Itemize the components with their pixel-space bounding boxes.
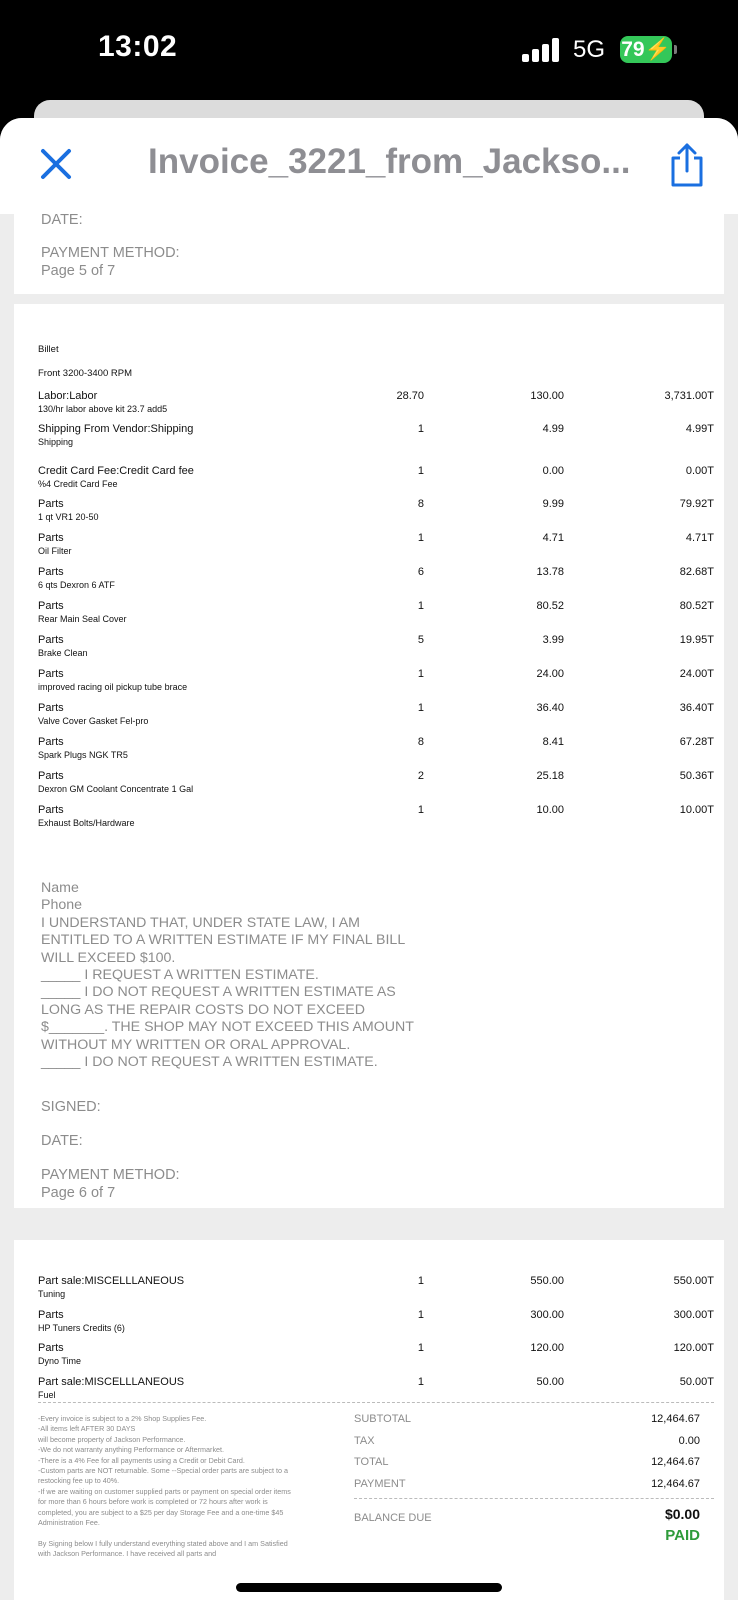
table-row	[38, 498, 714, 528]
date-label: DATE:	[41, 1133, 83, 1149]
item-detail: 1 qt VR1 20-50	[38, 512, 99, 522]
terms-line: By Signing below I fully understand everything stated above and I am Satisfied	[38, 1538, 288, 1548]
table-row	[38, 532, 714, 562]
table-row	[38, 634, 714, 664]
page-number: Page 6 of 7	[41, 1185, 116, 1201]
item-detail: 130/hr labor above kit 23.7 add5	[38, 404, 168, 414]
item-description: Shipping From Vendor:Shipping	[38, 423, 194, 435]
item-qty: 6	[417, 566, 424, 578]
item-amount: 36.40T	[679, 702, 714, 714]
signed-label: SIGNED:	[41, 1099, 101, 1115]
close-icon[interactable]	[38, 146, 74, 182]
divider	[354, 1498, 714, 1499]
item-qty: 1	[417, 1309, 424, 1321]
item-description: Parts	[38, 1309, 64, 1321]
date-label: DATE:	[41, 212, 83, 228]
item-detail: Rear Main Seal Cover	[38, 614, 127, 624]
payment-method-label: PAYMENT METHOD:	[41, 245, 180, 261]
item-detail: Fuel	[38, 1390, 56, 1400]
item-amount: 19.95T	[679, 634, 714, 646]
auth-line: WILL EXCEED $100.	[41, 949, 176, 966]
item-description: Parts	[38, 634, 64, 646]
terms-line: -Custom parts are NOT returnable. Some --Special order parts are subject to a	[38, 1466, 288, 1476]
item-amount: 80.52T	[679, 600, 714, 612]
item-amount: 300.00T	[673, 1309, 714, 1321]
table-row	[38, 600, 714, 630]
item-amount: 67.28T	[679, 736, 714, 748]
item-qty: 1	[417, 532, 424, 544]
total-value: 12,464.67	[651, 1456, 700, 1468]
auth-line: _____ I DO NOT REQUEST A WRITTEN ESTIMATE.	[41, 1054, 378, 1071]
item-qty: 1	[417, 668, 424, 680]
item-rate: 8.41	[542, 736, 564, 748]
item-detail: improved racing oil pickup tube brace	[38, 682, 188, 692]
table-row	[38, 736, 714, 766]
divider	[38, 1402, 714, 1403]
payment-value: 12,464.67	[651, 1478, 700, 1490]
item-qty: 1	[417, 1376, 424, 1388]
estimate-authorization	[41, 880, 414, 1071]
item-amount: 50.36T	[679, 770, 714, 782]
line-note: Billet	[38, 344, 59, 355]
item-description: Labor:Labor	[38, 390, 98, 402]
auth-line: Phone	[41, 897, 83, 914]
terms-line: for more than 6 hours before work is completed or 72 hours after work is	[38, 1497, 268, 1507]
item-detail: Spark Plugs NGK TR5	[38, 750, 128, 760]
viewer-nav-bar	[0, 118, 738, 214]
table-row	[38, 390, 714, 420]
auth-line: _____ I REQUEST A WRITTEN ESTIMATE.	[41, 967, 319, 984]
terms-line: completed, you are subject to a $25 per day Storage Fee and a one-time $45	[38, 1507, 284, 1517]
item-detail: Valve Cover Gasket Fel-pro	[38, 716, 149, 726]
table-row	[38, 1275, 714, 1305]
subtotal-label: SUBTOTAL	[354, 1413, 412, 1425]
item-detail: Exhaust Bolts/Hardware	[38, 818, 135, 828]
terms-line	[38, 1528, 338, 1538]
item-description: Credit Card Fee:Credit Card fee	[38, 465, 194, 477]
item-amount: 3,731.00T	[664, 390, 714, 402]
item-description: Parts	[38, 600, 64, 612]
item-rate: 24.00	[536, 668, 564, 680]
item-rate: 3.99	[542, 634, 564, 646]
invoice-terms	[38, 1414, 338, 1560]
item-qty: 1	[417, 600, 424, 612]
battery-icon: 79⚡	[620, 36, 672, 63]
table-row	[38, 423, 714, 453]
terms-line: with Jackson Performance. I have received all parts and	[38, 1549, 217, 1559]
item-qty: 1	[417, 1342, 424, 1354]
payment-label: PAYMENT	[354, 1478, 406, 1490]
item-detail: Dexron GM Coolant Concentrate 1 Gal	[38, 784, 194, 794]
item-qty: 1	[417, 423, 424, 435]
item-qty: 8	[417, 736, 424, 748]
item-amount: 24.00T	[679, 668, 714, 680]
item-qty: 1	[417, 702, 424, 714]
item-description: Parts	[38, 736, 64, 748]
status-time: 13:02	[98, 30, 178, 63]
item-rate: 25.18	[536, 770, 564, 782]
terms-line: -All items left AFTER 30 DAYS	[38, 1424, 136, 1434]
item-rate: 36.40	[536, 702, 564, 714]
terms-line: restocking fee up to 40%.	[38, 1476, 120, 1486]
subtotal-value: 12,464.67	[651, 1413, 700, 1425]
item-qty: 5	[417, 634, 424, 646]
item-amount: 4.71T	[685, 532, 714, 544]
cellular-signal-icon	[522, 38, 562, 62]
item-description: Parts	[38, 566, 64, 578]
item-rate: 80.52	[536, 600, 564, 612]
item-amount: 82.68T	[679, 566, 714, 578]
document-title: Invoice_3221_from_Jackso...	[148, 142, 631, 181]
pdf-page-5-bottom	[14, 214, 724, 294]
item-detail: 6 qts Dexron 6 ATF	[38, 580, 115, 590]
item-rate: 130.00	[530, 390, 564, 402]
item-amount: 550.00T	[673, 1275, 714, 1287]
item-detail: Oil Filter	[38, 546, 72, 556]
terms-line: -There is a 4% Fee for all payments using a Credit or Debit Card.	[38, 1455, 245, 1465]
table-row	[38, 566, 714, 596]
item-detail: Brake Clean	[38, 648, 88, 658]
item-detail: Dyno Time	[38, 1356, 82, 1366]
item-amount: 79.92T	[679, 498, 714, 510]
item-rate: 10.00	[536, 804, 564, 816]
table-row	[38, 804, 714, 834]
page-number: Page 5 of 7	[41, 263, 116, 279]
item-description: Parts	[38, 532, 64, 544]
item-qty: 8	[417, 498, 424, 510]
pdf-page-6	[14, 304, 724, 1208]
item-description: Parts	[38, 498, 64, 510]
table-row	[38, 465, 714, 495]
auth-line: $_______. THE SHOP MAY NOT EXCEED THIS AMOUNT	[41, 1019, 414, 1036]
table-row	[38, 1342, 714, 1372]
auth-line: LONG AS THE REPAIR COSTS DO NOT EXCEED	[41, 1001, 366, 1018]
item-description: Parts	[38, 702, 64, 714]
item-rate: 50.00	[536, 1376, 564, 1388]
tax-value: 0.00	[678, 1435, 700, 1447]
terms-line: -Every invoice is subject to a 2% Shop Supplies Fee.	[38, 1414, 207, 1423]
item-detail: HP Tuners Credits (6)	[38, 1323, 125, 1333]
item-detail: Shipping	[38, 437, 74, 447]
item-description: Parts	[38, 804, 64, 816]
auth-line: I UNDERSTAND THAT, UNDER STATE LAW, I AM	[41, 914, 360, 931]
terms-line: will become property of Jackson Performance.	[38, 1434, 186, 1444]
terms-line: -If we are waiting on customer supplied parts or payment on special order items	[38, 1486, 291, 1496]
item-description: Part sale:MISCELLLANEOUS	[38, 1376, 185, 1388]
item-qty: 1	[417, 804, 424, 816]
table-row	[38, 1309, 714, 1339]
item-amount: 0.00T	[685, 465, 714, 477]
item-qty: 2	[417, 770, 424, 782]
item-qty: 1	[417, 465, 424, 477]
item-rate: 0.00	[542, 465, 564, 477]
item-description: Parts	[38, 668, 64, 680]
item-detail: %4 Credit Card Fee	[38, 479, 118, 489]
status-bar	[0, 0, 738, 100]
terms-line: -We do not warranty anything Performance or Aftermarket.	[38, 1445, 225, 1455]
item-amount: 120.00T	[673, 1342, 714, 1354]
item-detail: Tuning	[38, 1289, 66, 1299]
auth-line: _____ I DO NOT REQUEST A WRITTEN ESTIMATE AS	[41, 984, 396, 1001]
item-qty: 28.70	[396, 390, 424, 402]
table-row	[38, 770, 714, 800]
paid-status-badge: PAID	[665, 1527, 700, 1544]
payment-method-label: PAYMENT METHOD:	[41, 1167, 180, 1183]
table-row	[38, 668, 714, 698]
share-icon[interactable]	[668, 142, 706, 188]
item-qty: 1	[417, 1275, 424, 1287]
network-type: 5G	[573, 36, 606, 63]
item-description: Parts	[38, 770, 64, 782]
auth-line: ENTITLED TO A WRITTEN ESTIMATE IF MY FINAL BILL	[41, 932, 406, 949]
item-amount: 50.00T	[679, 1376, 714, 1388]
terms-line: Administration Fee.	[38, 1518, 100, 1528]
total-label: TOTAL	[354, 1456, 389, 1468]
table-row	[38, 702, 714, 732]
auth-line: Name	[41, 880, 79, 896]
item-description: Parts	[38, 1342, 64, 1354]
item-amount: 10.00T	[679, 804, 714, 816]
balance-due-value: $0.00	[664, 1506, 700, 1522]
item-description: Part sale:MISCELLLANEOUS	[38, 1275, 185, 1287]
item-amount: 4.99T	[685, 423, 714, 435]
item-rate: 13.78	[536, 566, 564, 578]
item-rate: 4.99	[542, 423, 564, 435]
tax-label: TAX	[354, 1435, 375, 1447]
item-rate: 120.00	[530, 1342, 564, 1354]
balance-due-label: BALANCE DUE	[354, 1512, 432, 1524]
item-rate: 300.00	[530, 1309, 564, 1321]
home-indicator[interactable]	[236, 1583, 502, 1592]
auth-line: WITHOUT MY WRITTEN OR ORAL APPROVAL.	[41, 1036, 351, 1053]
item-rate: 4.71	[542, 532, 564, 544]
pdf-page-7	[14, 1240, 724, 1600]
document-viewer[interactable]	[0, 118, 738, 1600]
item-rate: 550.00	[530, 1275, 564, 1287]
line-note: Front 3200-3400 RPM	[38, 368, 132, 379]
item-rate: 9.99	[542, 498, 564, 510]
